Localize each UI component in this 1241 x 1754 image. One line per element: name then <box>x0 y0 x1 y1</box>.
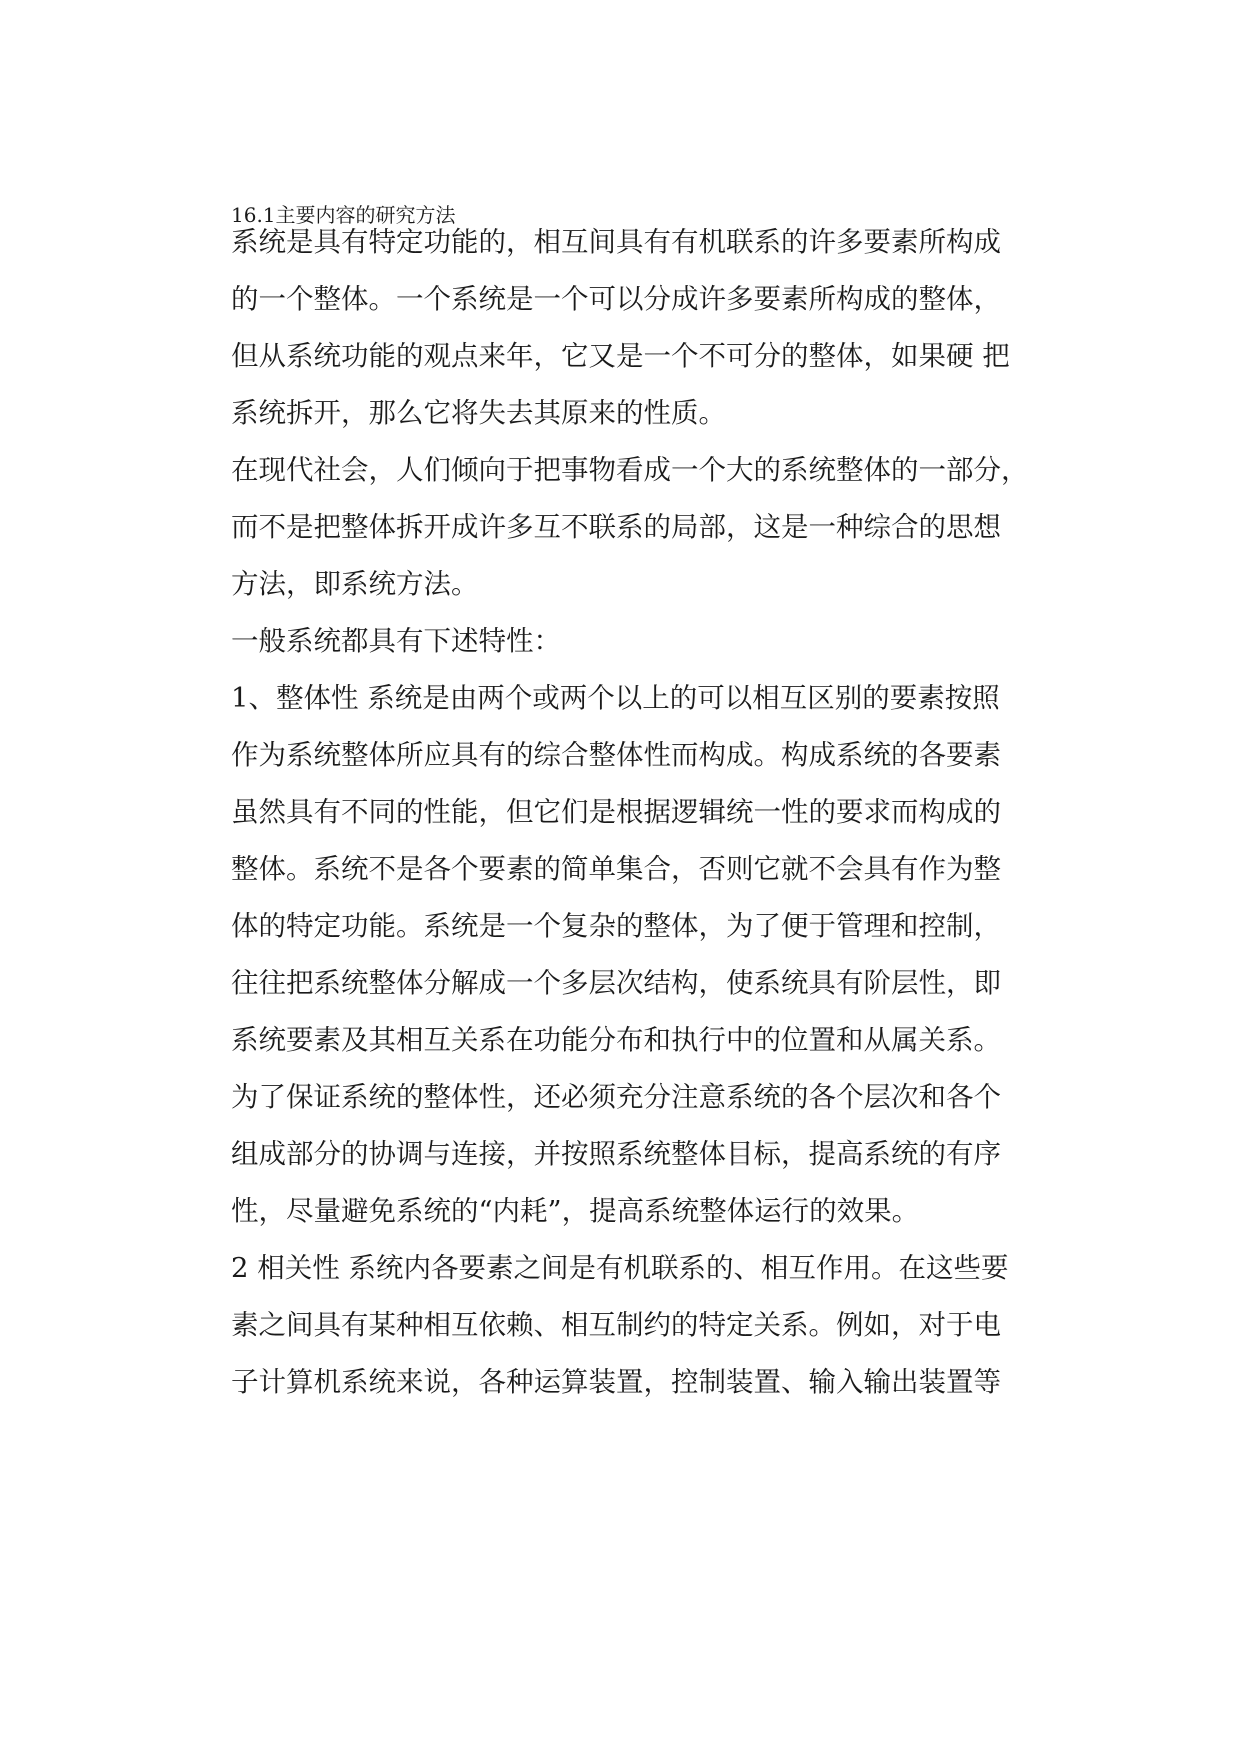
body-line: 系统要素及其相互关系在功能分布和执行中的位置和从属关系。 <box>231 1024 1001 1056</box>
body-line: 整体。系统不是各个要素的简单集合，否则它就不会具有作为整 <box>231 853 1001 885</box>
body-line: 组成部分的协调与连接，并按照系统整体目标，提高系统的有序 <box>231 1138 1001 1170</box>
body-line: 作为系统整体所应具有的综合整体性而构成。构成系统的各要素 <box>231 739 1001 771</box>
body-line: 在现代社会，人们倾向于把事物看成一个大的系统整体的一部分， <box>231 454 1029 486</box>
body-line: 一般系统都具有下述特性： <box>231 625 561 657</box>
body-line: 素之间具有某种相互依赖、相互制约的特定关系。例如，对于电 <box>231 1309 1001 1341</box>
body-line: 系统拆开，那么它将失去其原来的性质。 <box>231 397 726 429</box>
body-line: 方法，即系统方法。 <box>231 568 479 600</box>
body-line: 性，尽量避免系统的“内耗”，提高系统整体运行的效果。 <box>231 1195 920 1227</box>
body-line: 子计算机系统来说，各种运算装置，控制装置、输入输出装置等 <box>231 1366 1001 1398</box>
body-line: 为了保证系统的整体性，还必须充分注意系统的各个层次和各个 <box>231 1081 1001 1113</box>
body-line: 虽然具有不同的性能，但它们是根据逻辑统一性的要求而构成的 <box>231 796 1001 828</box>
body-line: 但从系统功能的观点来年，它又是一个不可分的整体，如果硬 把 <box>231 340 1010 372</box>
body-line: 而不是把整体拆开成许多互不联系的局部，这是一种综合的思想 <box>231 511 1001 543</box>
body-line: 1、整体性 系统是由两个或两个以上的可以相互区别的要素按照 <box>231 682 1000 714</box>
body-line: 的一个整体。一个系统是一个可以分成许多要素所构成的整体， <box>231 283 1001 315</box>
body-line: 2 相关性 系统内各要素之间是有机联系的、相互作用。在这些要 <box>231 1252 1009 1284</box>
body-line: 系统是具有特定功能的，相互间具有有机联系的许多要素所构成 <box>231 226 1001 258</box>
body-line: 往往把系统整体分解成一个多层次结构，使系统具有阶层性，即 <box>231 967 1001 999</box>
section-heading: 16.1主要内容的研究方法 <box>231 203 456 227</box>
body-line: 体的特定功能。系统是一个复杂的整体，为了便于管理和控制， <box>231 910 1001 942</box>
